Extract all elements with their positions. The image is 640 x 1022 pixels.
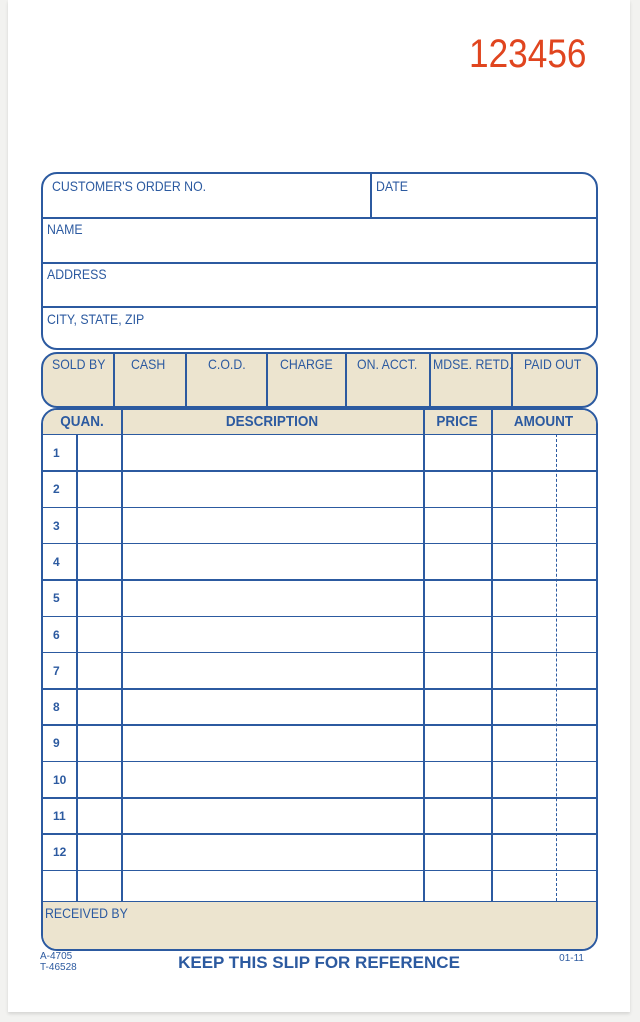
price-header: PRICE <box>436 413 478 430</box>
divider <box>43 262 596 264</box>
name-field[interactable]: NAME <box>47 221 83 237</box>
description-header: DESCRIPTION <box>225 413 319 430</box>
divider <box>43 217 596 219</box>
divider <box>345 354 347 406</box>
serial-number: 123456 <box>468 32 586 76</box>
received-by-area[interactable] <box>43 901 596 951</box>
row-divider <box>43 507 596 509</box>
row-number: 7 <box>53 663 60 678</box>
divider <box>429 354 431 406</box>
print-code: 01-11 <box>559 953 584 964</box>
payment-type-row <box>41 352 598 408</box>
row-divider <box>43 543 596 545</box>
form-number: A-4705 <box>40 951 73 962</box>
row-number: 10 <box>53 772 67 787</box>
charge-field[interactable]: CHARGE <box>280 356 333 372</box>
cents-divider <box>556 434 557 901</box>
footer-message: KEEP THIS SLIP FOR REFERENCE <box>178 953 460 972</box>
row-divider <box>43 616 596 618</box>
row-divider <box>43 724 596 726</box>
row-number: 5 <box>53 591 60 606</box>
paid-out-field[interactable]: PAID OUT <box>524 356 582 372</box>
column-divider <box>121 410 123 901</box>
divider <box>370 174 372 217</box>
row-divider <box>43 761 596 763</box>
row-divider <box>43 652 596 654</box>
row-divider <box>43 579 596 581</box>
quantity-header: QUAN. <box>60 413 104 430</box>
row-number: 11 <box>53 809 66 823</box>
row-number: 6 <box>53 627 60 642</box>
divider <box>266 354 268 406</box>
row-divider <box>43 797 596 799</box>
order-no-field[interactable]: CUSTOMER'S ORDER NO. <box>52 178 207 194</box>
stock-number: T-46528 <box>40 962 77 973</box>
row-divider <box>43 833 596 835</box>
row-number: 9 <box>53 736 60 751</box>
row-number: 4 <box>53 554 60 569</box>
row-number: 8 <box>53 700 60 715</box>
row-number: 2 <box>53 482 60 497</box>
line-items-table <box>41 408 598 951</box>
column-divider <box>491 410 493 901</box>
table-header <box>43 410 596 435</box>
amount-header: AMOUNT <box>513 413 574 430</box>
city-state-zip-field[interactable]: CITY, STATE, ZIP <box>47 311 145 327</box>
row-number: 3 <box>53 518 60 533</box>
divider <box>113 354 115 406</box>
divider <box>43 306 596 308</box>
row-divider <box>43 470 596 472</box>
received-by-label: RECEIVED BY <box>45 905 128 921</box>
on-account-field[interactable]: ON. ACCT. <box>357 356 418 372</box>
date-field[interactable]: DATE <box>376 178 408 194</box>
column-divider <box>423 410 425 901</box>
cash-field[interactable]: CASH <box>131 356 166 372</box>
cod-field[interactable]: C.O.D. <box>208 356 246 372</box>
sales-slip-sheet <box>8 0 630 1012</box>
customer-info-box <box>41 172 598 350</box>
divider <box>185 354 187 406</box>
row-divider <box>43 870 596 872</box>
merchandise-returned-field[interactable]: MDSE. RETD. <box>433 356 513 372</box>
row-number: 12 <box>53 845 67 860</box>
row-divider <box>43 688 596 690</box>
sold-by-field[interactable]: SOLD BY <box>52 356 106 372</box>
address-field[interactable]: ADDRESS <box>47 266 107 282</box>
column-divider <box>76 434 78 901</box>
row-number: 1 <box>53 446 60 460</box>
